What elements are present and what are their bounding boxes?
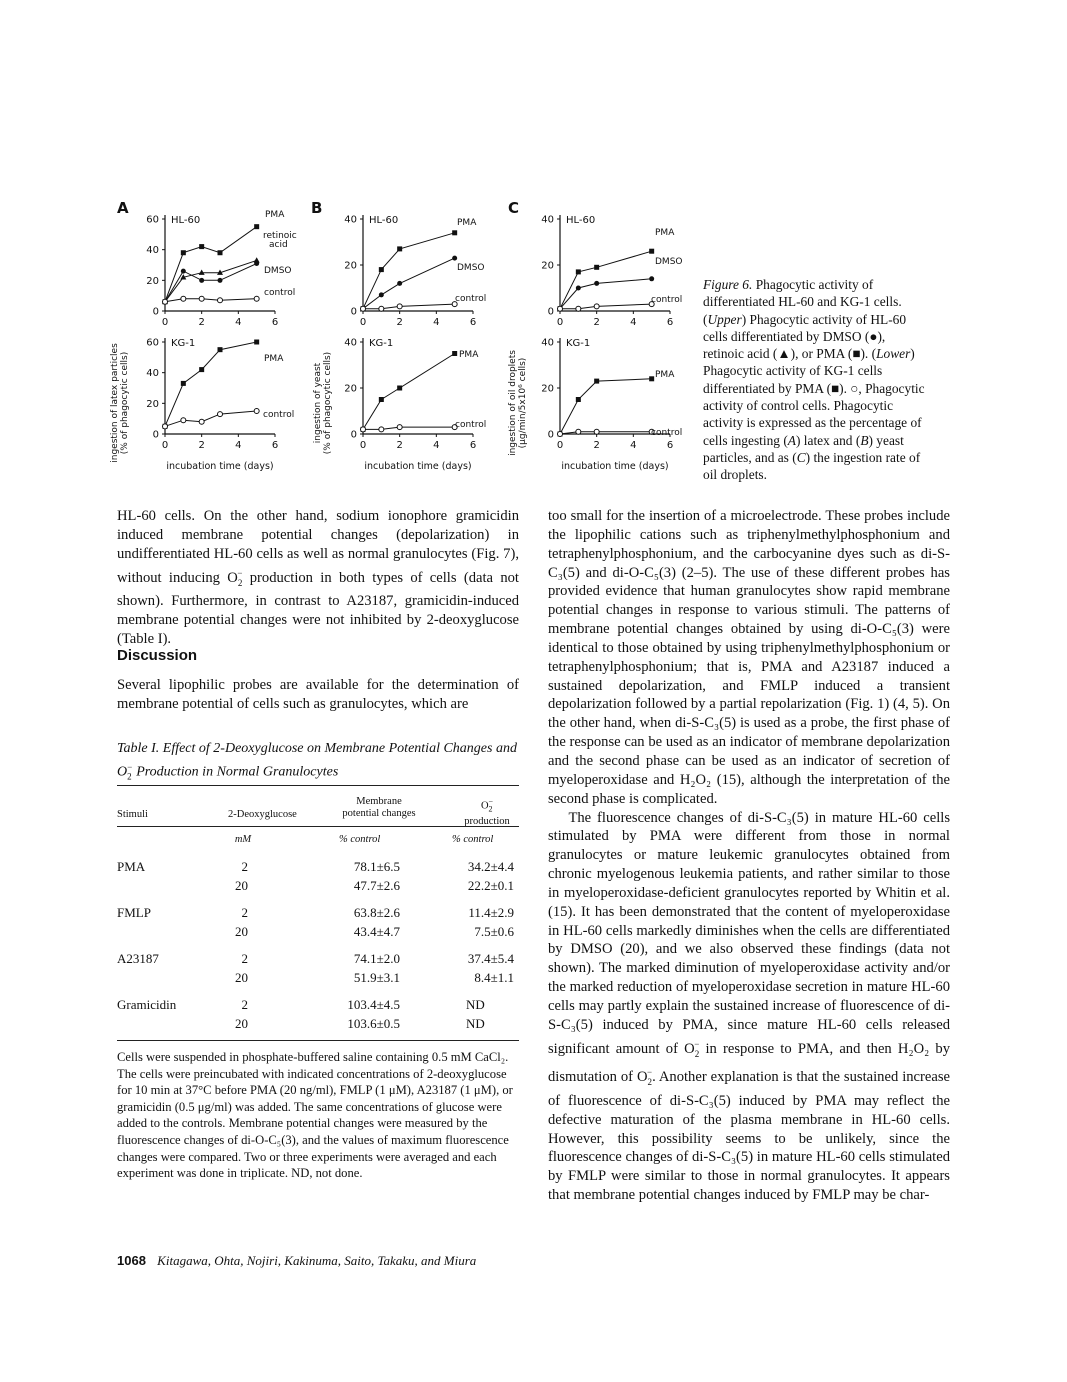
caption-text: ) Phagocytic activity of HL-60 cells differentiated by DMSO (●), retinoic acid (▲), or PMA (■). ( [703,311,907,362]
data-point [594,265,599,270]
table-cell-o2: 22.2±0.1 [467,878,514,893]
series-line-control [560,304,652,309]
table-header-line: potential changes [342,808,416,819]
x-tick-label: 4 [630,317,637,328]
data-point [649,376,654,381]
series-label: PMA [264,354,284,364]
table-cell-mm: 2 [241,997,248,1012]
caption-text: ) Phagocytic activity of KG-1 cells differentiated by PMA (■). ○, Phagocytic activity of control cells. Phagocytic activity is expressed as the percentage of cells ingesting ( [703,346,925,448]
table-stimulus: PMA [117,859,146,874]
cell-line-label: KG-1 [369,338,394,349]
table-header-deoxyglucose: 2-Deoxyglucose [228,809,297,820]
y-tick-label: 20 [344,260,357,272]
data-point [218,298,223,303]
y-tick-label: 20 [344,383,357,395]
table-stimulus: A23187 [117,951,159,966]
data-point [594,281,599,286]
body-text-right: too small for the insertion of a microelectrode. These probes include the lipophilic cations such as triphenylmethylphosphonium and tetraphenylphosphonium, and the carbocyanine dyes such as di-S-C₃(5) and di-O-C₅(3) (2–5). The use of these different probes has provided evidence that human granulocytes show rapid membrane potential changes in response to various stimuli. The patterns of membrane potential changes obtained by using di-O-C₅(3) were identical to those obtained by using triphenylmethylphosphonium or tetraphenylphosphonium; that is, PMA and A23187 induced a sustained depolarization, and FMLP induced a transient depolarization followed by a partial repolarization (Fig. 1) (4, 5). On the other hand, when di-S-C₃(5) is used as a probe, the first phase of the response can be used as an indicator of membrane depolarization and the second phase can be used as an indicator of secretion of myeloperoxidase and H₂O₂ (15), although the interpretation of the second phase is complicated. The fluorescence changes of di-S-C₃(5) in mature HL-60 cells stimulated by PMA were different from those in normal granulocytes or mature leukemic granulocytes obtained from chronic myelogenous leukemia patients, and rather similar to those in myeloperoxidase-deficient granulocytes reported by Whitin et al. (15). It has been demonstrated that the content of myeloperoxidase in HL-60 cells markedly diminishes when the cells are differentiated by DMSO (20), and we also observed these findings (data not shown). The marked diminution of myeloperoxidase activity and/or the marked reduction of myeloperoxidase secretion in mature HL-60 cells may partly explain the sustained increase of fluorescence of di-S-C₃(5) induced by PMA, since mature HL-60 cells released significant amount of $O_2^-$ in response to PMA, and then H₂O₂ by dismutation of $O_2^-$. Another explanation is that the sustained increase of fluorescence of di-S-C₃(5) induced by PMA may reflect the defective maturation of the plasma membrane in HL-60 cells. However, this possibility seems to be unlikely, since the fluorescence changes of di-S-C₃(5) in mature HL-60 cells stimulated by FMLP were similar to those in normal granulocytes. It appears that membrane potential changes induced by FMLP may be char- [548,508,950,1204]
x-tick-label: 0 [556,317,564,328]
body-text: production in both types of cells (data not shown). Furthermore, in contrast to A23187, gramicidin-induced membrane potential changes were not inhibited by 2-deoxyglucose (Table I). [117,569,519,647]
x-axis-label: incubation time (days) [364,461,472,472]
table-cell-membrane: 103.6±0.5 [347,1016,400,1031]
panel-letter: A [117,199,129,217]
table-title: Table I. Effect of 2-Deoxyglucose on Membrane Potential Changes and $O_2^-$ Production in Normal Granulocytes [117,741,517,782]
y-tick-label: 20 [146,398,159,410]
table-title-text: Table I. Effect of 2-Deoxyglucose on Membrane Potential Changes and O [117,741,517,780]
y-tick-label: 60 [146,214,159,226]
x-tick-label: 2 [593,317,600,328]
caption-text: ) latex and ( [795,432,861,448]
data-point [452,351,457,356]
caption-text: B [860,432,869,448]
data-point [649,276,654,281]
cell-line-label: KG-1 [566,338,591,349]
series-label: PMA [655,370,675,380]
data-point [558,432,563,437]
data-point [361,306,366,311]
table-unit-membrane: % control [339,834,381,845]
data-point [576,397,581,402]
data-point [254,409,259,414]
caption-text: A [787,432,796,448]
x-tick-label: 4 [630,440,637,451]
y-axis-label: (μg/min/5x10⁶ cells) [518,357,528,449]
table-cell-o2: 11.4±2.9 [468,905,514,920]
y-tick-label: 0 [152,306,159,318]
series-label: control [651,295,683,305]
cell-line-label: HL-60 [369,215,399,226]
body-text: in response to PMA, and then H₂O₂ by dismutation of O [548,1040,950,1086]
data-point [379,427,384,432]
data-point [576,286,581,291]
series-label: control [263,410,295,420]
discussion-heading: Discussion [117,647,198,664]
series-line-control [165,299,257,302]
body-text: . Another explanation is that the sustained increase of fluorescence of di-S-C₃(5) induced by PMA may reflect the defective maturation of the plasma membrane in HL-60 cells. However, this possibility seems to be unlikely, since the fluorescence changes of di-S-C₃(5) in mature HL-60 cells stimulated by FMLP were similar to those in normal granulocytes. It appears that membrane potential changes induced by FMLP may be char- [548,1069,950,1204]
data-point [181,269,186,274]
data-point [254,340,259,345]
data-point [181,296,186,301]
footer-authors: Kitagawa, Ohta, Nojiri, Kakinuma, Saito, Takaku, and Miura [157,1253,477,1268]
table-cell-o2: ND [466,1016,485,1031]
caption-text: Phagocytic activity of differentiated HL-60 and KG-1 cells. ( [703,277,902,327]
x-tick-label: 6 [271,440,279,451]
data-point [199,367,204,372]
data-point [379,306,384,311]
x-tick-label: 2 [396,317,403,328]
x-tick-label: 6 [666,317,674,328]
series-line-PMA [165,227,257,302]
series-line-control [363,427,455,429]
data-point [379,397,384,402]
data-point [397,386,402,391]
table-cell-membrane: 43.4±4.7 [353,924,400,939]
y-tick-label: 40 [344,214,357,226]
series-label: DMSO [264,266,292,276]
data-point [576,306,581,311]
y-tick-label: 40 [541,214,554,226]
table-cell-membrane: 74.1±2.0 [353,951,400,966]
data-point [254,296,259,301]
data-point [379,267,384,272]
table-cell-mm: 20 [235,924,248,939]
x-tick-label: 0 [161,317,169,328]
caption-text: C [796,449,806,465]
cell-line-label: HL-60 [171,215,201,226]
x-tick-label: 0 [556,440,564,451]
y-tick-label: 0 [350,429,357,441]
table-header-membrane [334,796,424,820]
table-stimulus: Gramicidin [117,997,177,1012]
series-line-PMA [363,233,455,309]
series-label: PMA [265,210,285,220]
series-line-PMA [560,379,652,434]
series-label: control [455,420,487,430]
y-axis-label: ingestion of yeast [313,362,323,444]
series-line-PMA [363,354,455,430]
series-label: DMSO [457,263,485,273]
body-text: HL-60 cells. On the other hand, sodium ionophore gramicidin induced membrane potential changes (depolarization) in undifferentiated HL-60 cells as well as normal granulocytes (Fig. 7), without inducing O [117,508,519,586]
y-tick-label: 20 [541,383,554,395]
series-label: retinoic [263,231,297,241]
y-tick-label: 40 [344,337,357,349]
table-header-line: O [480,800,489,812]
table-cell-mm: 20 [235,878,248,893]
figure-caption-label: Figure 6. [703,277,753,292]
series-label: acid [269,240,288,250]
cell-line-label: KG-1 [171,338,196,349]
table-cell-mm: 2 [241,905,248,920]
body-text: Several lipophilic probes are available for the determination of membrane potential of cells such as granulocytes, which are [117,677,519,712]
table-cell-o2: 7.5±0.6 [474,924,514,939]
x-tick-label: 6 [271,317,279,328]
table-footnote: Cells were suspended in phosphate-buffered saline containing 0.5 mM CaCl₂. The cells were preincubated with indicated concentrations of 2-deoxyglucose for 10 min at 37°C before PMA (20 ng/ml), FMLP (1 μM), A23187 (1 μM), or gramicidin (0.5 μg/ml) was added. The same concentrations of glucose were added to the controls. Membrane potential changes were measured by the fluorescence changes of di-O-C₅(3), and the values of maximum fluorescence changes were compared. Two or three experiments were averaged and each experiment was done in triplicate. ND, not done. [117,1050,513,1181]
caption-text: ) yeast particles, and as ( [703,432,904,465]
page-number: 1068 [117,1253,146,1268]
table-cell-membrane: 51.9±3.1 [353,970,400,985]
y-tick-label: 0 [152,429,159,441]
data-point [199,419,204,424]
series-label: PMA [655,228,675,238]
table-title-text: Production in Normal Granulocytes [132,764,339,780]
data-point [163,424,168,429]
x-tick-label: 2 [593,440,600,451]
page-footer [117,1253,476,1269]
y-tick-label: 40 [541,337,554,349]
x-tick-label: 4 [433,440,440,451]
caption-text: Upper [707,311,742,327]
data-point [199,269,205,274]
data-point [218,347,223,352]
series-label: control [651,428,683,438]
x-tick-label: 2 [198,317,205,328]
table-cell-o2: 8.4±1.1 [474,970,514,985]
cell-line-label: HL-60 [566,215,596,226]
data-point [218,412,223,417]
series-line-PMA [165,342,257,426]
data-point [576,429,581,434]
data-point [199,296,204,301]
data-point [254,224,259,229]
x-tick-label: 0 [359,317,367,328]
x-tick-label: 4 [235,317,242,328]
data-point [558,306,563,311]
data-point [379,292,384,297]
table-cell-mm: 20 [235,970,248,985]
data-point [594,379,599,384]
data-point [452,256,457,261]
table-cell-o2: 37.4±5.4 [467,951,514,966]
table-unit-deoxy: mM [234,834,252,845]
y-tick-label: 40 [146,245,159,257]
figure-6 [105,195,695,480]
data-point [218,250,223,255]
caption-text: Lower [876,346,911,362]
table-top-rule [117,785,519,786]
body-text: The fluorescence changes of di-S-C₃(5) in mature HL-60 cells stimulated by PMA were different from those in normal granulocytes or mature leukemic granulocytes obtained from chronic myelogenous leukemia patients, and rather similar to those in myeloperoxidase-deficient granulocytes reported by Whitin et al. (15). It has been demonstrated that the content of myeloperoxidase in HL-60 cells markedly diminishes when the cells are differentiated by DMSO (20), and we also observed these findings (data not shown). The marked diminution of myeloperoxidase activity and/or the marked reduction of myeloperoxidase secretion in mature HL-60 cells may partly explain the sustained increase of fluorescence of di-S-C₃(5) induced by PMA, since mature HL-60 cells released significant amount of O [548,809,950,1057]
series-line-retinoic-acid [165,260,257,301]
data-point [218,278,223,283]
body-text: too small for the insertion of a microelectrode. These probes include the lipophilic cations such as triphenylmethylphosphonium and tetraphenylphosphonium, and the carbocyanine dyes such as di-S-C₃(5) and di-O-C₅(3) (2–5). The use of these different probes has provided evidence that human granulocytes show rapid membrane potential changes in response to various stimuli. The patterns of membrane potential changes obtained by using di-O-C₅(3) were identical to those obtained by using triphenylmethylphosphonium or tetraphenylphosphonium; that is, PMA and A23187 induced a sustained depolarization, and FMLP induced a transient depolarization followed by a partial repolarization (Fig. 1) (4, 5). On the other hand, when di-S-C₃(5) is used as a probe, the first phase of the response can be used as an indicator of membrane depolarization and the second phase can be used as an indicator of secretion of myeloperoxidase and H₂O₂ (15), although the interpretation of the second phase is complicated. [548,508,950,807]
table-cell-membrane: 63.8±2.6 [353,905,400,920]
table-cell-membrane: 103.4±4.5 [347,997,400,1012]
y-tick-label: 40 [146,368,159,380]
table-header-stimuli: Stimuli [117,809,148,820]
y-tick-label: 60 [146,337,159,349]
table-header-line: production [464,815,510,827]
data-point [181,250,186,255]
data-point [576,269,581,274]
data-point [163,299,168,304]
series-label: control [455,294,487,304]
x-tick-label: 6 [469,317,477,328]
panel-letter: B [311,199,323,217]
data-point [397,304,402,309]
panel-letter: C [508,199,520,217]
table-header-rule [117,826,519,827]
y-axis-label: ingestion of oil droplets [508,350,518,456]
x-tick-label: 2 [396,440,403,451]
data-point [594,304,599,309]
table-cell-o2: ND [466,997,485,1012]
x-tick-label: 6 [469,440,477,451]
series-line-DMSO [363,258,455,309]
table-unit-o2: % control [452,834,494,845]
body-text-discussion [117,676,519,714]
table-cell-membrane: 47.7±2.6 [353,878,400,893]
data-point [199,244,204,249]
body-text-left-top: HL-60 cells. On the other hand, sodium ionophore gramicidin induced membrane potential changes (depolarization) in undifferentiated HL-60 cells as well as normal granulocytes (Fig. 7), without inducing $O_2^-$ production in both types of cells (data not shown). Furthermore, in contrast to A23187, gramicidin-induced membrane potential changes were not inhibited by 2-deoxyglucose (Table I). [117,508,519,647]
data-point [452,230,457,235]
data-point [397,425,402,430]
series-label: PMA [459,350,479,360]
y-tick-label: 0 [350,306,357,318]
data-point [594,429,599,434]
x-tick-label: 0 [161,440,169,451]
table-cell-o2: 34.2±4.4 [467,859,514,874]
data-point [397,281,402,286]
table-stimulus: FMLP [117,905,151,920]
y-tick-label: 20 [541,260,554,272]
x-tick-label: 6 [666,440,674,451]
data-point [361,427,366,432]
data-point [649,249,654,254]
x-axis-label: incubation time (days) [166,461,274,472]
data-point [397,246,402,251]
table-bottom-rule [117,1040,519,1041]
series-line-control [165,411,257,426]
table-cell-mm: 20 [235,1016,248,1031]
series-label: PMA [457,218,477,228]
table-cell-mm: 2 [241,859,248,874]
x-axis-label: incubation time (days) [561,461,669,472]
x-tick-label: 4 [433,317,440,328]
series-line-control [363,304,455,309]
y-axis-label: (% of phagocytic cells) [323,351,333,455]
caption-text: ) the ingestion rate of oil droplets. [703,449,921,483]
table-header-line: Membrane [356,796,402,807]
data-point [199,278,204,283]
data-point [181,418,186,423]
y-axis-label: (% of phagocytic cells) [120,351,130,455]
data-point [254,261,259,266]
table-cell-membrane: 78.1±6.5 [353,859,400,874]
y-tick-label: 20 [146,275,159,287]
table-header-o2: $O_2^-$ production [457,796,517,828]
y-tick-label: 0 [547,306,554,318]
x-tick-label: 2 [198,440,205,451]
y-axis-label: ingestion of latex particles [110,343,120,463]
table-cell-mm: 2 [241,951,248,966]
data-point [181,381,186,386]
series-label: control [264,288,296,298]
series-label: DMSO [655,257,683,267]
x-tick-label: 4 [235,440,242,451]
y-tick-label: 0 [547,429,554,441]
figure-caption [703,276,925,484]
x-tick-label: 0 [359,440,367,451]
